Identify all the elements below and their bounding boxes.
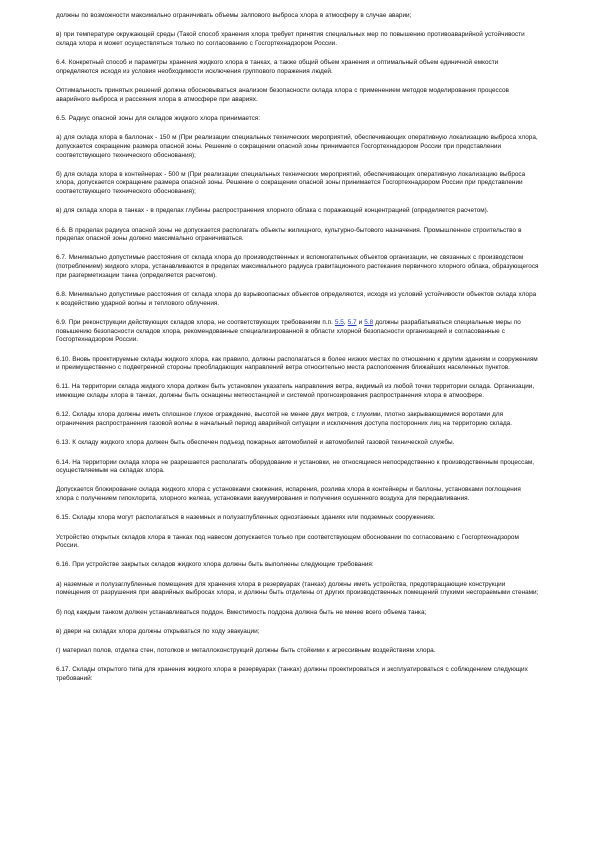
paragraph: 6.13. К складу жидкого хлора должен быть обеспечен подъезд пожарных автомобилей и автомобилей газовой технической службы. — [56, 439, 455, 447]
paragraph: 6.16. При устройстве закрытых складов жидкого хлора должны быть выполнены следующие требования: — [56, 561, 374, 569]
link-section-5-5[interactable]: 5.5 — [334, 318, 344, 326]
paragraph: 6.11. На территории склада жидкого хлора должен быть установлен указатель направления ветра, видимый из любой точки территории склада. Организации, имеющие склады хлора в танках, должны быть оснащены метеостанцией и системой прогнозирования распространения хлора в атмосфере. — [56, 383, 535, 400]
paragraph: 6.8. Минимально допустимые расстояния от склада хлора до взрывоопасных объектов определяются, исходя из условий устойчивости объектов склада хлора к воздействию ударной волны и теплового облучения. — [56, 291, 537, 307]
separator-text: , — [343, 318, 348, 326]
paragraph: а) наземные и полузаглубленные помещения для хранения хлора в резервуарах (танках) должны иметь устройства, предотвращающие конструкции помещения от разрушения при аварийных выбросах хлора, и должны быть отделены от других производственных помещений глухими несгораемыми стенами; — [56, 580, 539, 597]
paragraph: в) при температуре окружающей среды (Такой способ хранения хлора требует принятия специальных мер по повышению противоаварийной устойчивости склада хлора и может осуществляться только по согласованию с Госгортехнадзором России. — [56, 31, 525, 47]
paragraph: Допускается блокирование склада жидкого хлора с установками сжижения, испарения, розлива хлора в контейнеры и баллоны, установками поглощения хлора с получением гипохлорита, хлорного железа, установками вакуумирования и получения осушенного воздуха для передавливания. — [56, 486, 521, 503]
link-section-5-7[interactable]: 5.7 — [347, 318, 357, 326]
link-section-5-8[interactable]: 5.8 — [364, 318, 374, 326]
paragraph-text: должны разрабатываться специальные меры по повышению безопасности складов хлора, рекомендованные специализированной в области хлорной безопасности организацией и согласованные с Госгортехнадзором России. — [56, 318, 521, 344]
paragraph: Оптимальность принятых решений должна обосновываться анализом безопасности склада хлора с применением методов моделирования процессов аварийного выброса и рассеяния хлора в атмосфере при авариях. — [56, 87, 509, 103]
paragraph: 6.5. Радиус опасной зоны для складов жидкого хлора принимается: — [56, 114, 261, 122]
paragraph: а) для склада хлора в баллонах - 150 м (При реализации специальных технических мероприятий, обеспечивающих оперативную локализацию выброса хлора, допускается сокращение размера опасной зоны. Решение о сокращении опасной зоны принимается Госгортехнадзором России при представлении соответствующего технического обоснования); — [56, 134, 538, 159]
paragraph: 6.6. В пределах радиуса опасной зоны не допускается располагать объекты жилищного, культурно-бытового назначения. Промышленное строительство в пределах опасной зоны должно максимально ограничиваться. — [56, 226, 522, 243]
paragraph: б) под каждым танком должен устанавливаться поддон. Вместимость поддона должна быть не менее всего объема танка; — [56, 608, 427, 616]
paragraph: 6.7. Минимально допустимые расстояния от склада хлора до производственных и вспомогательных объектов организации, не связанных с производством (потреблением) жидкого хлора, устанавливаются в пределах максимального радиуса гравитационного растекания первичного хлорного облака, образующегося при разгерметизации танка (определяется расчетом). — [56, 254, 539, 279]
paragraph: 6.14. На территории склада хлора не разрешается располагать оборудование и установки, не относящиеся непосредственно к производственным процессам, осуществляемым на складах хлора. — [56, 458, 535, 475]
paragraph: 6.4. Конкретный способ и параметры хранения жидкого хлора в танках, а также общий объем хранения и оптимальный объем единичной емкости определяются исходя из условия необходимости исключения группового поражения людей. — [56, 59, 499, 75]
paragraph: должны по возможности максимально ограничивать объемы залпового выброса хлора в атмосферу в случае аварии; — [56, 12, 412, 19]
paragraph-text: 6.9. При реконструкции действующих складов хлора, не соответствующих требованиям п.п. — [56, 318, 335, 326]
paragraph: Устройство открытых складов хлора в танках под навесом допускается только при соответствующем обосновании по согласованию с Госгортехнадзором России. — [56, 533, 519, 550]
paragraph: в) для склада хлора в танках - в пределах глубины распространения хлорного облака с поражающей концентрацией (определяется расчетом). — [56, 207, 489, 215]
paragraph: 6.12. Склады хлора должны иметь сплошное глухое ограждение, высотой не менее двух метров, с глухими, плотно закрывающимися воротами для ограничения распространения газовой волны в начальный период аварийной ситуации и исключения доступа посторонних лиц на территорию склада. — [56, 411, 513, 428]
separator-text: и — [356, 318, 365, 326]
paragraph: 6.17. Склады открытого типа для хранения жидкого хлора в резервуарах (танках) должны проектироваться и эксплуатироваться с соблюдением следующих требований: — [56, 666, 528, 682]
paragraph: б) для склада хлора в контейнерах - 500 м (При реализации специальных технических мероприятий, обеспечивающих оперативную локализацию выброса хлора, допускается сокращение размера опасной зоны. Решение о сокращении опасной зоны принимается Госгортехнадзором России при представлении соответствующего технического обоснования); — [56, 170, 526, 196]
paragraph: в) двери на складах хлора должны открываться по ходу эвакуации; — [56, 627, 260, 635]
paragraph: 6.15. Склады хлора могут располагаться в наземных и полузаглубленных одноэтажных зданиях или подземных сооружениях. — [56, 514, 436, 522]
paragraph: 6.10. Вновь проектируемые склады жидкого хлора, как правило, должны располагаться в более низких местах по отношению к другим зданиям и сооружениям и преимущественно с подветренной стороны преобладающих направлений ветра относительно места расположения ближайших населенных пунктов. — [56, 355, 538, 372]
paragraph-with-links — [56, 319, 539, 345]
paragraph: г) материал полов, отделка стен, потолков и металлоконструкций должны быть стойкими к агрессивным воздействиям хлора. — [56, 646, 436, 654]
